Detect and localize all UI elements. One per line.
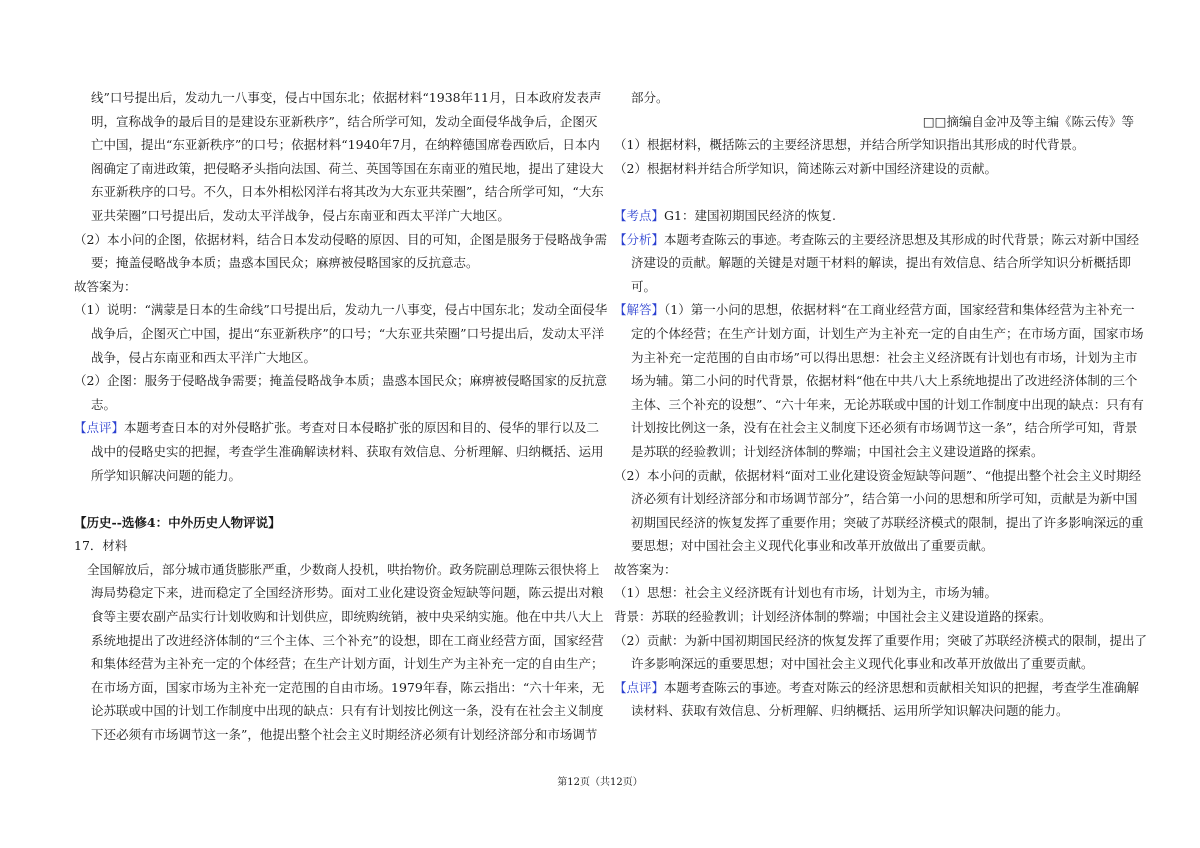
answer-line: 亡中国，提出“东亚新秩序”的口号；依据材料“1940年7月，在纳粹德国席卷西欧后，日本内 — [91, 137, 600, 153]
material-line: 食等主要农副产品实行计划收购和计划供应，即统购统销，被中央采纳实施。他在中共八大上 — [91, 609, 604, 625]
answer-line: 亚共荣圈”口号提出后，发动太平洋战争，侵占东南亚和西太平洋广大地区。 — [91, 207, 510, 223]
solution-text: （1）第一小问的思想，依据材料“在工商业经营方面，国家经营和集体经营为主补充一 — [664, 302, 1135, 318]
solution-line: 要思想；对中国社会主义现代化事业和改革开放做出了重要贡献。 — [631, 538, 994, 554]
page-footer: 第12页（共12页） — [557, 777, 643, 788]
comment-line: 所学知识解决问题的能力。 — [91, 467, 242, 483]
comment-tag: 【点评】 — [614, 679, 665, 695]
kaodian-tag: 【考点】 — [614, 207, 665, 223]
solution-tag: 【解答】 — [614, 302, 665, 318]
right-column — [614, 86, 1147, 723]
final-answer-line: （1）思想：社会主义经济既有计划也有市场，计划为主，市场为辅。 — [614, 585, 997, 601]
material-line: 系统地提出了改进经济体制的“三个主体、三个补充”的设想，即在工商业经营方面，国家经营 — [91, 632, 604, 648]
solution-line: 主体、三个补充的设想”、“六十年来，无论苏联或中国的计划工作制度中出现的缺点：只有有 — [631, 396, 1144, 412]
final-answer-line: 志。 — [91, 396, 117, 412]
comment-text: 本题考查日本的对外侵略扩张。考查对日本侵略扩张的原因和目的、侵华的罪行以及二 — [124, 420, 600, 436]
comment-line — [614, 676, 1140, 700]
question-label: 17．材料 — [74, 538, 128, 554]
final-answer-line: 背景：苏联的经验教训；计划经济体制的弊端；中国社会主义建设道路的探索。 — [614, 609, 1052, 625]
comment-line: 读材料、获取有效信息、分析理解、归纳概括、运用所学知识解决问题的能力。 — [631, 703, 1069, 719]
solution-line: （2）本小问的贡献，依据材料“面对工业化建设资金短缺等问题”、“他提出整个社会主义时期经 — [614, 467, 1142, 483]
section-heading: 【历史--选修4：中外历史人物评说】 — [74, 514, 281, 530]
spacer — [614, 180, 1134, 204]
solution-line: 初期国民经济的恢复发挥了重要作用；突破了苏联经济模式的限制，提出了许多影响深远的重 — [631, 514, 1144, 530]
answer-line: 要；掩盖侵略战争本质；蛊惑本国民众；麻痹被侵略国家的反抗意志。 — [91, 255, 479, 271]
spacer — [74, 487, 594, 511]
solution-line: 计划按比例这一条，没有在社会主义制度下还必须有市场调节这一条”，结合所学可知，背景 — [631, 420, 1138, 436]
final-answer-line: 许多影响深远的重要思想；对中国社会主义现代化事业和改革开放做出了重要贡献。 — [631, 656, 1094, 672]
question-item: （2）根据材料并结合所学知识，简述陈云对新中国经济建设的贡献。 — [614, 160, 997, 176]
answer-line: 东亚新秩序的口号。不久，日本外相松冈洋右将其改为大东亚共荣圈”，结合所学可知，“大东 — [91, 184, 604, 200]
final-answer-line: （2）贡献：为新中国初期国民经济的恢复发挥了重要作用；突破了苏联经济模式的限制，提出了 — [614, 632, 1147, 648]
final-answer-line: （1）说明：“满蒙是日本的生命线”口号提出后，发动九一八事变，侵占中国东北；发动全面侵华 — [74, 302, 608, 318]
material-line: 下还必须有市场调节这一条”，他提出整个社会主义时期经济必须有计划经济部分和市场调节 — [91, 727, 598, 743]
analysis-line — [614, 228, 1140, 252]
left-column — [74, 86, 608, 747]
analysis-line: 可。 — [631, 278, 657, 294]
material-line: 海局势稳定下来，进而稳定了全国经济形势。面对工业化建设资金短缺等问题，陈云提出对粮 — [91, 585, 604, 601]
analysis-text: 本题考查陈云的事迹。考查陈云的主要经济思想及其形成的时代背景；陈云对新中国经 — [664, 231, 1140, 247]
solution-line: 济必须有计划经济部分和市场调节部分”，结合第一小问的思想和所学可知，贡献是为新中国 — [631, 491, 1138, 507]
material-line: 部分。 — [631, 90, 669, 105]
answer-line: 线”口号提出后，发动九一八事变，侵占中国东北；依据材料“1938年11月，日本政府发表声 — [91, 90, 602, 105]
answer-line: 明，宣称战争的最后目的是建设东亚新秩序”，结合所学可知，发动全面侵华战争后，企图灭 — [91, 113, 598, 129]
so-answer-label: 故答案为： — [74, 278, 137, 294]
final-answer-line: 战争后，企图灭亡中国，提出“东亚新秩序”的口号；“大东亚共荣圈”口号提出后，发动太平洋 — [91, 325, 605, 341]
solution-line: 场为辅。第二小问的时代背景，依据材料“他在中共八大上系统地提出了改进经济体制的三个 — [631, 373, 1138, 389]
final-answer-line: （2）企图：服务于侵略战争需要；掩盖侵略战争本质；蛊惑本国民众；麻痹被侵略国家的反抗意 — [74, 373, 607, 389]
question-item: （1）根据材料，概括陈云的主要经济思想，并结合所学知识指出其形成的时代背景。 — [614, 137, 1085, 153]
material-line: 在市场方面，国家市场为主补充一定范围的自由市场。1979年春，陈云指出：“六十年来，无 — [91, 679, 605, 695]
kaodian-line — [614, 204, 1134, 228]
analysis-tag: 【分析】 — [614, 231, 665, 247]
solution-line: 是苏联的经验教训；计划经济体制的弊端；中国社会主义建设道路的探索。 — [631, 443, 1044, 459]
kaodian-text: G1：建国初期国民经济的恢复. — [664, 207, 836, 223]
final-answer-line: 战争，侵占东南亚和西太平洋广大地区。 — [91, 349, 317, 365]
material-line: 论苏联或中国的计划工作制度中出现的缺点：只有有计划按比例这一条，没有在社会主义制度 — [91, 703, 604, 719]
material-source: □□摘编自金冲及等主编《陈云传》等 — [922, 113, 1134, 129]
comment-line: 战中的侵略史实的把握，考查学生准确解读材料、获取有效信息、分析理解、归纳概括、运用 — [91, 443, 604, 459]
comment-line — [74, 416, 600, 440]
solution-line: 为主补充一定范围的自由市场”可以得出思想：社会主义经济既有计划也有市场，计划为主市 — [631, 349, 1138, 365]
material-line: 全国解放后，部分城市通货膨胀严重，少数商人投机，哄抬物价。政务院副总理陈云很快将上 — [87, 561, 600, 577]
solution-line — [614, 298, 1134, 322]
solution-line: 定的个体经营；在生产计划方面，计划生产为主补充一定的自由生产；在市场方面，国家市场 — [631, 325, 1144, 341]
so-answer-label: 故答案为： — [614, 561, 677, 577]
comment-tag: 【点评】 — [74, 420, 125, 436]
answer-line: 阁确定了南进政策，把侵略矛头指向法国、荷兰、英国等国在东南亚的殖民地，提出了建设大 — [91, 160, 604, 176]
answer-line: （2）本小问的企图，依据材料，结合日本发动侵略的原因、目的可知，企图是服务于侵略战争需 — [74, 231, 607, 247]
material-line: 和集体经营为主补充一定的个体经营；在生产计划方面，计划生产为主补充一定的自由生产； — [91, 656, 604, 672]
comment-text: 本题考查陈云的事迹。考查对陈云的经济思想和贡献相关知识的把握，考查学生准确解 — [664, 679, 1140, 695]
analysis-line: 济建设的贡献。解题的关键是对题干材料的解读，提出有效信息、结合所学知识分析概括即 — [631, 255, 1132, 271]
